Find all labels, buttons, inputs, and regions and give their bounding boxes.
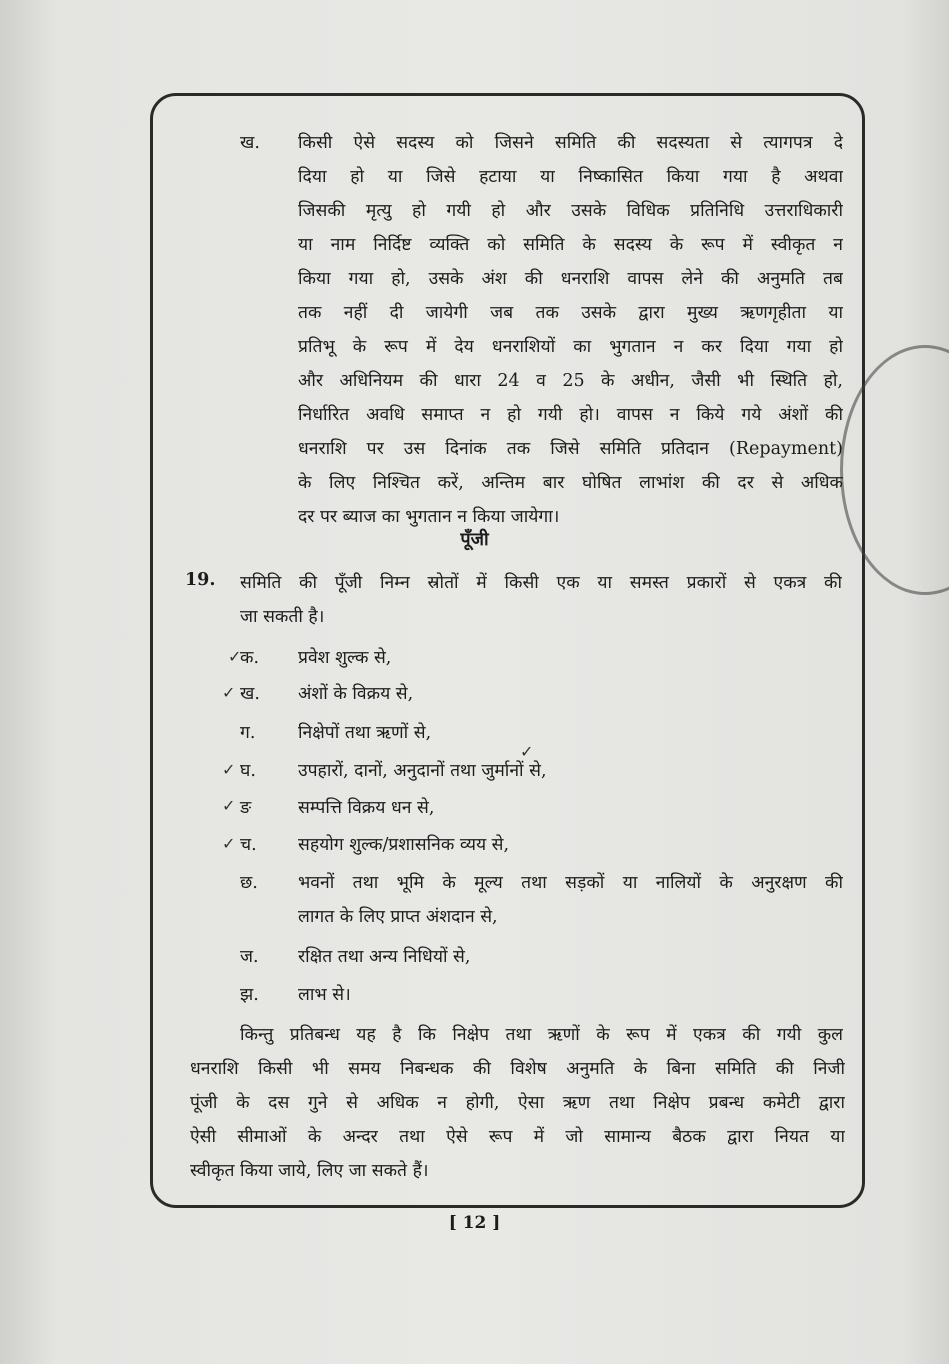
item-kha-line: तक नहीं दी जायेगी जब तक उसके द्वारा मुख्य ऋणगृहीता या <box>298 303 843 323</box>
section-line: जा सकती है। <box>240 607 325 627</box>
page-number: [ 12 ] <box>448 1213 501 1233</box>
handwritten-tick-icon: ✓ <box>222 683 236 702</box>
item-label: छ. <box>240 873 258 893</box>
item-kha-line: जिसकी मृत्यु हो गयी हो और उसके विधिक प्रतिनिधि उत्तराधिकारी <box>298 201 843 221</box>
item-label: क. <box>240 648 260 668</box>
item-kha-line: किया गया हो, उसके अंश की धनराशि वापस लेने की अनुमति तब <box>298 269 843 289</box>
proviso-line: स्वीकृत किया जाये, लिए जा सकते हैं। <box>190 1161 429 1181</box>
section-number: 19. <box>185 570 216 590</box>
handwritten-tick-icon: ✓ <box>222 760 236 779</box>
item-text: निक्षेपों तथा ऋणों से, <box>298 723 432 743</box>
item-label: घ. <box>240 761 256 781</box>
item-text: सहयोग शुल्क/प्रशासनिक व्यय से, <box>298 835 510 855</box>
item-kha-line: किसी ऐसे सदस्य को जिसने समिति की सदस्यता से त्यागपत्र दे <box>298 133 843 153</box>
item-label: च. <box>240 835 257 855</box>
item-text: लागत के लिए प्राप्त अंशदान से, <box>298 907 498 927</box>
item-label: ख. <box>240 684 260 704</box>
item-text: रक्षित तथा अन्य निधियों से, <box>298 947 471 967</box>
item-text: अंशों के विक्रय से, <box>298 684 414 704</box>
item-kha-line: प्रतिभू के रूप में देय धनराशियों का भुगतान न कर दिया गया हो <box>298 337 843 357</box>
item-kha-line: धनराशि पर उस दिनांक तक जिसे समिति प्रतिदान (Repayment) <box>298 439 843 459</box>
item-text: उपहारों, दानों, अनुदानों तथा जुर्मानों से, <box>298 761 547 781</box>
section-line: समिति की पूँजी निम्न स्रोतों में किसी एक या समस्त प्रकारों से एकत्र की <box>240 573 842 593</box>
item-label: झ. <box>240 985 259 1005</box>
item-text: भवनों तथा भूमि के मूल्य तथा सड़कों या नालियों के अनुरक्षण की <box>298 873 843 893</box>
proviso-line: पूंजी के दस गुने से अधिक न होगी, ऐसा ऋण तथा निक्षेप प्रबन्ध कमेटी द्वारा <box>190 1093 845 1113</box>
section-heading: पूँजी <box>460 529 489 550</box>
item-text: लाभ से। <box>298 985 351 1005</box>
item-kha-line: दर पर ब्याज का भुगतान न किया जायेगा। <box>298 507 560 527</box>
item-kha-line: और अधिनियम की धारा 24 व 25 के अधीन, जैसी भी स्थिति हो, <box>298 371 843 391</box>
proviso-line: किन्तु प्रतिबन्ध यह है कि निक्षेप तथा ऋणों के रूप में एकत्र की गयी कुल <box>240 1025 843 1045</box>
item-text: प्रवेश शुल्क से, <box>298 648 392 668</box>
item-kha-line: निर्धारित अवधि समाप्त न हो गयी हो। वापस न किये गये अंशों की <box>298 405 843 425</box>
proviso-line: धनराशि किसी भी समय निबन्धक की विशेष अनुमति के बिना समिति की निजी <box>190 1059 845 1079</box>
item-label: ङ <box>240 798 252 818</box>
proviso-line: ऐसी सीमाओं के अन्दर तथा ऐसे रूप में जो सामान्य बैठक द्वारा नियत या <box>190 1127 845 1147</box>
item-label: ग. <box>240 723 256 743</box>
item-text: सम्पत्ति विक्रय धन से, <box>298 798 435 818</box>
item-kha-line: या नाम निर्दिष्ट व्यक्ति को समिति के सदस्य के रूप में स्वीकृत न <box>298 235 843 255</box>
item-label: ज. <box>240 947 259 967</box>
handwritten-tick-icon: ✓ <box>520 742 534 761</box>
item-kha-line: के लिए निश्चित करें, अन्तिम बार घोषित लाभांश की दर से अधिक <box>298 473 843 493</box>
handwritten-tick-icon: ✓ <box>222 834 236 853</box>
item-kha-line: दिया हो या जिसे हटाया या निष्कासित किया गया है अथवा <box>298 167 843 187</box>
handwritten-tick-icon: ✓ <box>222 796 236 815</box>
item-kha-label: ख. <box>240 133 260 153</box>
handwritten-tick-icon: ✓ <box>228 647 242 666</box>
